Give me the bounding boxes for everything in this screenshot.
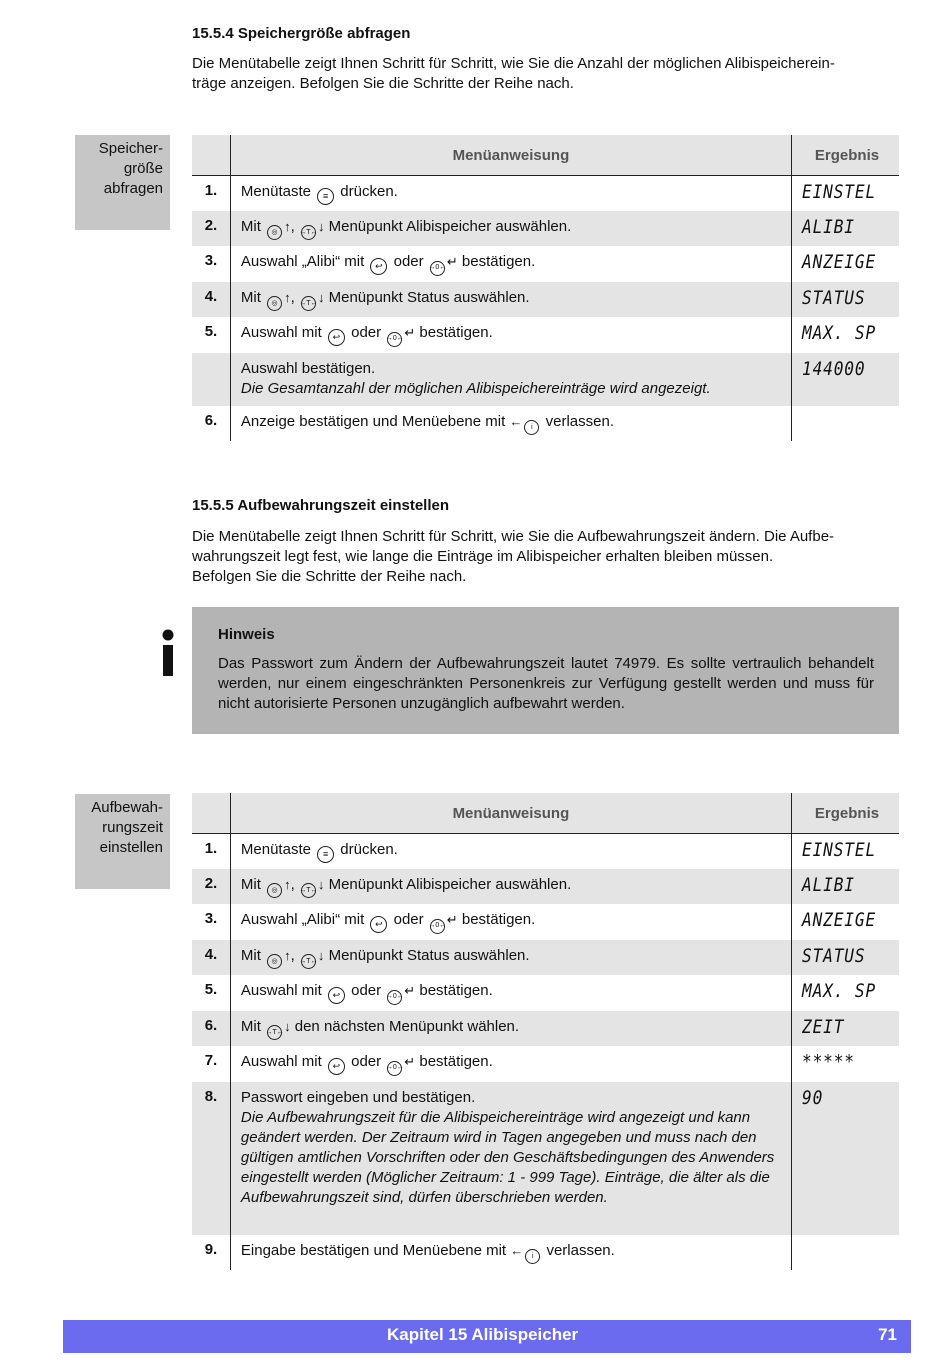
intro-line: Die Menütabelle zeigt Ihnen Schritt für Schritt, wie Sie die Anzahl der möglichen Alibispeicherein- xyxy=(192,55,835,72)
display-readout: ANZEIGE xyxy=(801,909,876,931)
print-key-icon: →T← xyxy=(301,296,316,311)
display-readout: STATUS xyxy=(801,944,866,967)
step-instruction: Mit ◎ ↑, →T←↓ Menüpunkt Status auswählen. xyxy=(230,940,791,976)
step-number: 3. xyxy=(192,246,230,282)
step-instruction: Auswahl mit ↩ oder →0←↵ bestätigen. xyxy=(230,317,791,353)
section-intro xyxy=(192,527,912,587)
step-result xyxy=(791,176,899,211)
header-instruction: Menüanweisung xyxy=(230,793,791,834)
display-readout: ZEIT xyxy=(801,1015,845,1038)
table-row xyxy=(192,1011,899,1047)
step-text: Auswahl bestätigen. xyxy=(240,359,376,377)
step-result xyxy=(791,1046,899,1082)
zero-key-icon: →0← xyxy=(387,1061,402,1076)
side-label-line: abfragen xyxy=(103,180,163,197)
section-intro xyxy=(192,54,912,94)
display-readout: EINSTEL xyxy=(801,181,876,203)
table-row xyxy=(192,834,899,869)
step-result xyxy=(791,869,899,905)
hint-title: Hinweis xyxy=(218,626,275,643)
enter-key-icon: ↩ xyxy=(328,987,345,1004)
display-readout: ***** xyxy=(801,1051,855,1073)
zero-key-icon: →0← xyxy=(387,990,402,1005)
step-result xyxy=(791,282,899,318)
table-row xyxy=(192,317,899,353)
step-instruction: Anzeige bestätigen und Menüebene mit ← i verlassen. xyxy=(230,406,791,442)
step-result xyxy=(791,904,899,940)
table-row xyxy=(192,1235,899,1271)
header-result: Ergebnis xyxy=(791,793,899,834)
table-row xyxy=(192,975,899,1011)
table-row xyxy=(192,904,899,940)
display-readout: ALIBI xyxy=(801,215,855,238)
tare-key-icon: ◎ xyxy=(267,883,282,898)
step-number: 2. xyxy=(192,869,230,905)
step-result xyxy=(791,1082,899,1235)
step-number: 5. xyxy=(192,975,230,1011)
display-readout: STATUS xyxy=(801,286,866,309)
step-number: 2. xyxy=(192,211,230,247)
hint-text: Das Passwort zum Ändern der Aufbewahrungszeit lautet 74979. Es sollte vertraulich behandelt werden, nur einem eingeschränkten Personenkreis zur Verfügung gestellt werden und muss für nicht autorisierte Personen unzugänglich aufbewahrt werden. xyxy=(218,655,874,712)
display-readout: 90 xyxy=(801,1086,824,1109)
step-number: 3. xyxy=(192,904,230,940)
step-number: 4. xyxy=(192,940,230,976)
table-header xyxy=(192,135,899,176)
table-header xyxy=(192,793,899,834)
footer-chapter: Kapitel 15 Alibispeicher xyxy=(387,1325,579,1344)
step-number: 9. xyxy=(192,1235,230,1271)
menu-table xyxy=(192,135,899,441)
display-readout: ANZEIGE xyxy=(801,251,876,273)
step-number: 5. xyxy=(192,317,230,353)
enter-key-icon: ↩ xyxy=(370,916,387,933)
header-instruction: Menüanweisung xyxy=(230,135,791,176)
step-result xyxy=(791,211,899,247)
step-instruction: Auswahl „Alibi“ mit ↩ oder →0←↵ bestätigen. xyxy=(230,246,791,282)
step-result xyxy=(791,317,899,353)
tare-key-icon: ◎ xyxy=(267,296,282,311)
side-label-line: rungszeit xyxy=(102,819,163,836)
step-instruction: Mit →T←↓ den nächsten Menüpunkt wählen. xyxy=(230,1011,791,1047)
step-result xyxy=(791,940,899,976)
step-result xyxy=(791,834,899,869)
side-label xyxy=(75,135,170,230)
step-instruction: Mit ◎ ↑, →T←↓ Menüpunkt Alibispeicher auswählen. xyxy=(230,869,791,905)
side-label-line: einstellen xyxy=(99,839,163,856)
display-readout: 144000 xyxy=(801,357,866,380)
header-result: Ergebnis xyxy=(791,135,899,176)
step-instruction: Auswahl „Alibi“ mit ↩ oder →0←↵ bestätigen. xyxy=(230,904,791,940)
step-number: 7. xyxy=(192,1046,230,1082)
hint-box xyxy=(192,607,899,734)
table-row xyxy=(192,246,899,282)
enter-key-icon: ↩ xyxy=(370,258,387,275)
info-key-icon: i xyxy=(524,420,539,435)
intro-line: Befolgen Sie die Schritte der Reihe nach. xyxy=(192,568,467,585)
zero-key-icon: →0← xyxy=(387,332,402,347)
step-text: Passwort eingeben und bestätigen. xyxy=(240,1088,476,1106)
step-instruction xyxy=(230,1082,791,1235)
step-number: 1. xyxy=(192,834,230,869)
step-number: 4. xyxy=(192,282,230,318)
step-result xyxy=(791,406,899,442)
print-key-icon: →T← xyxy=(267,1025,282,1040)
display-readout: MAX. SP xyxy=(801,980,876,1002)
side-label-line: Aufbewah- xyxy=(91,799,163,816)
step-instruction: Menütaste ≡ drücken. xyxy=(230,834,791,869)
enter-key-icon: ↩ xyxy=(328,1058,345,1075)
step-result xyxy=(791,1011,899,1047)
page-number: 71 xyxy=(878,1325,897,1344)
table-row xyxy=(192,1046,899,1082)
table-row xyxy=(192,282,899,318)
info-icon xyxy=(160,628,176,676)
zero-key-icon: →0← xyxy=(430,919,445,934)
table-row xyxy=(192,869,899,905)
step-instruction: Menütaste ≡ drücken. xyxy=(230,176,791,211)
step-instruction: Auswahl mit ↩ oder →0←↵ bestätigen. xyxy=(230,1046,791,1082)
table-row xyxy=(192,1082,899,1235)
step-note: Die Gesamtanzahl der möglichen Alibispeichereinträge wird angezeigt. xyxy=(240,379,711,397)
display-readout: EINSTEL xyxy=(801,839,876,861)
step-result xyxy=(791,246,899,282)
page-footer xyxy=(63,1320,911,1353)
enter-key-icon: ↩ xyxy=(328,329,345,346)
side-label xyxy=(75,794,170,889)
section-heading: 15.5.5 Aufbewahrungszeit einstellen xyxy=(192,497,450,514)
step-number: 1. xyxy=(192,176,230,211)
step-number: 8. xyxy=(192,1082,230,1235)
header-num xyxy=(192,135,230,176)
side-label-line: Speicher- xyxy=(98,140,163,157)
step-instruction: Eingabe bestätigen und Menüebene mit ← i verlassen. xyxy=(230,1235,791,1271)
table-row xyxy=(192,406,899,442)
menu-table xyxy=(192,793,899,1270)
zero-key-icon: →0← xyxy=(430,261,445,276)
step-instruction: Auswahl mit ↩ oder →0←↵ bestätigen. xyxy=(230,975,791,1011)
table-row xyxy=(192,353,899,406)
side-label-line: größe xyxy=(123,160,163,177)
step-number: 6. xyxy=(192,406,230,442)
table-row xyxy=(192,176,899,211)
tare-key-icon: ◎ xyxy=(267,954,282,969)
menu-key-icon: ≡ xyxy=(317,846,334,863)
step-instruction: Mit ◎ ↑, →T←↓ Menüpunkt Status auswählen. xyxy=(230,282,791,318)
step-result xyxy=(791,975,899,1011)
intro-line: träge anzeigen. Befolgen Sie die Schritte der Reihe nach. xyxy=(192,75,574,92)
intro-line: Die Menütabelle zeigt Ihnen Schritt für Schritt, wie Sie die Aufbewahrungszeit ändern. Die Aufbe- xyxy=(192,528,835,545)
table-row xyxy=(192,211,899,247)
print-key-icon: →T← xyxy=(301,954,316,969)
table-row xyxy=(192,940,899,976)
display-readout: ALIBI xyxy=(801,873,855,896)
section-heading: 15.5.4 Speichergröße abfragen xyxy=(192,25,411,42)
intro-line: wahrungszeit legt fest, wie lange die Einträge im Alibispeicher erhalten bleiben müssen. xyxy=(192,548,774,565)
print-key-icon: →T← xyxy=(301,225,316,240)
step-instruction xyxy=(230,353,791,406)
step-result xyxy=(791,353,899,406)
header-num xyxy=(192,793,230,834)
step-number xyxy=(192,353,230,406)
step-note: Die Aufbewahrungszeit für die Alibispeichereinträge wird angezeigt und kann geändert werden. Der Zeitraum wird in Tagen angegeben und muss nach den gültigen amtlichen Vorschriften oder den Geschäftsbedingungen des Anwenders eingestellt werden (Möglicher Zeitraum: 1 - 999 Tage). Einträge, die älter als die Aufbewahrungszeit sind, dürfen überschrieben werden. xyxy=(240,1108,775,1206)
display-readout: MAX. SP xyxy=(801,322,876,344)
info-key-icon: i xyxy=(525,1249,540,1264)
print-key-icon: →T← xyxy=(301,883,316,898)
tare-key-icon: ◎ xyxy=(267,225,282,240)
step-instruction: Mit ◎ ↑, →T←↓ Menüpunkt Alibispeicher auswählen. xyxy=(230,211,791,247)
menu-key-icon: ≡ xyxy=(317,188,334,205)
step-result xyxy=(791,1235,899,1271)
step-number: 6. xyxy=(192,1011,230,1047)
